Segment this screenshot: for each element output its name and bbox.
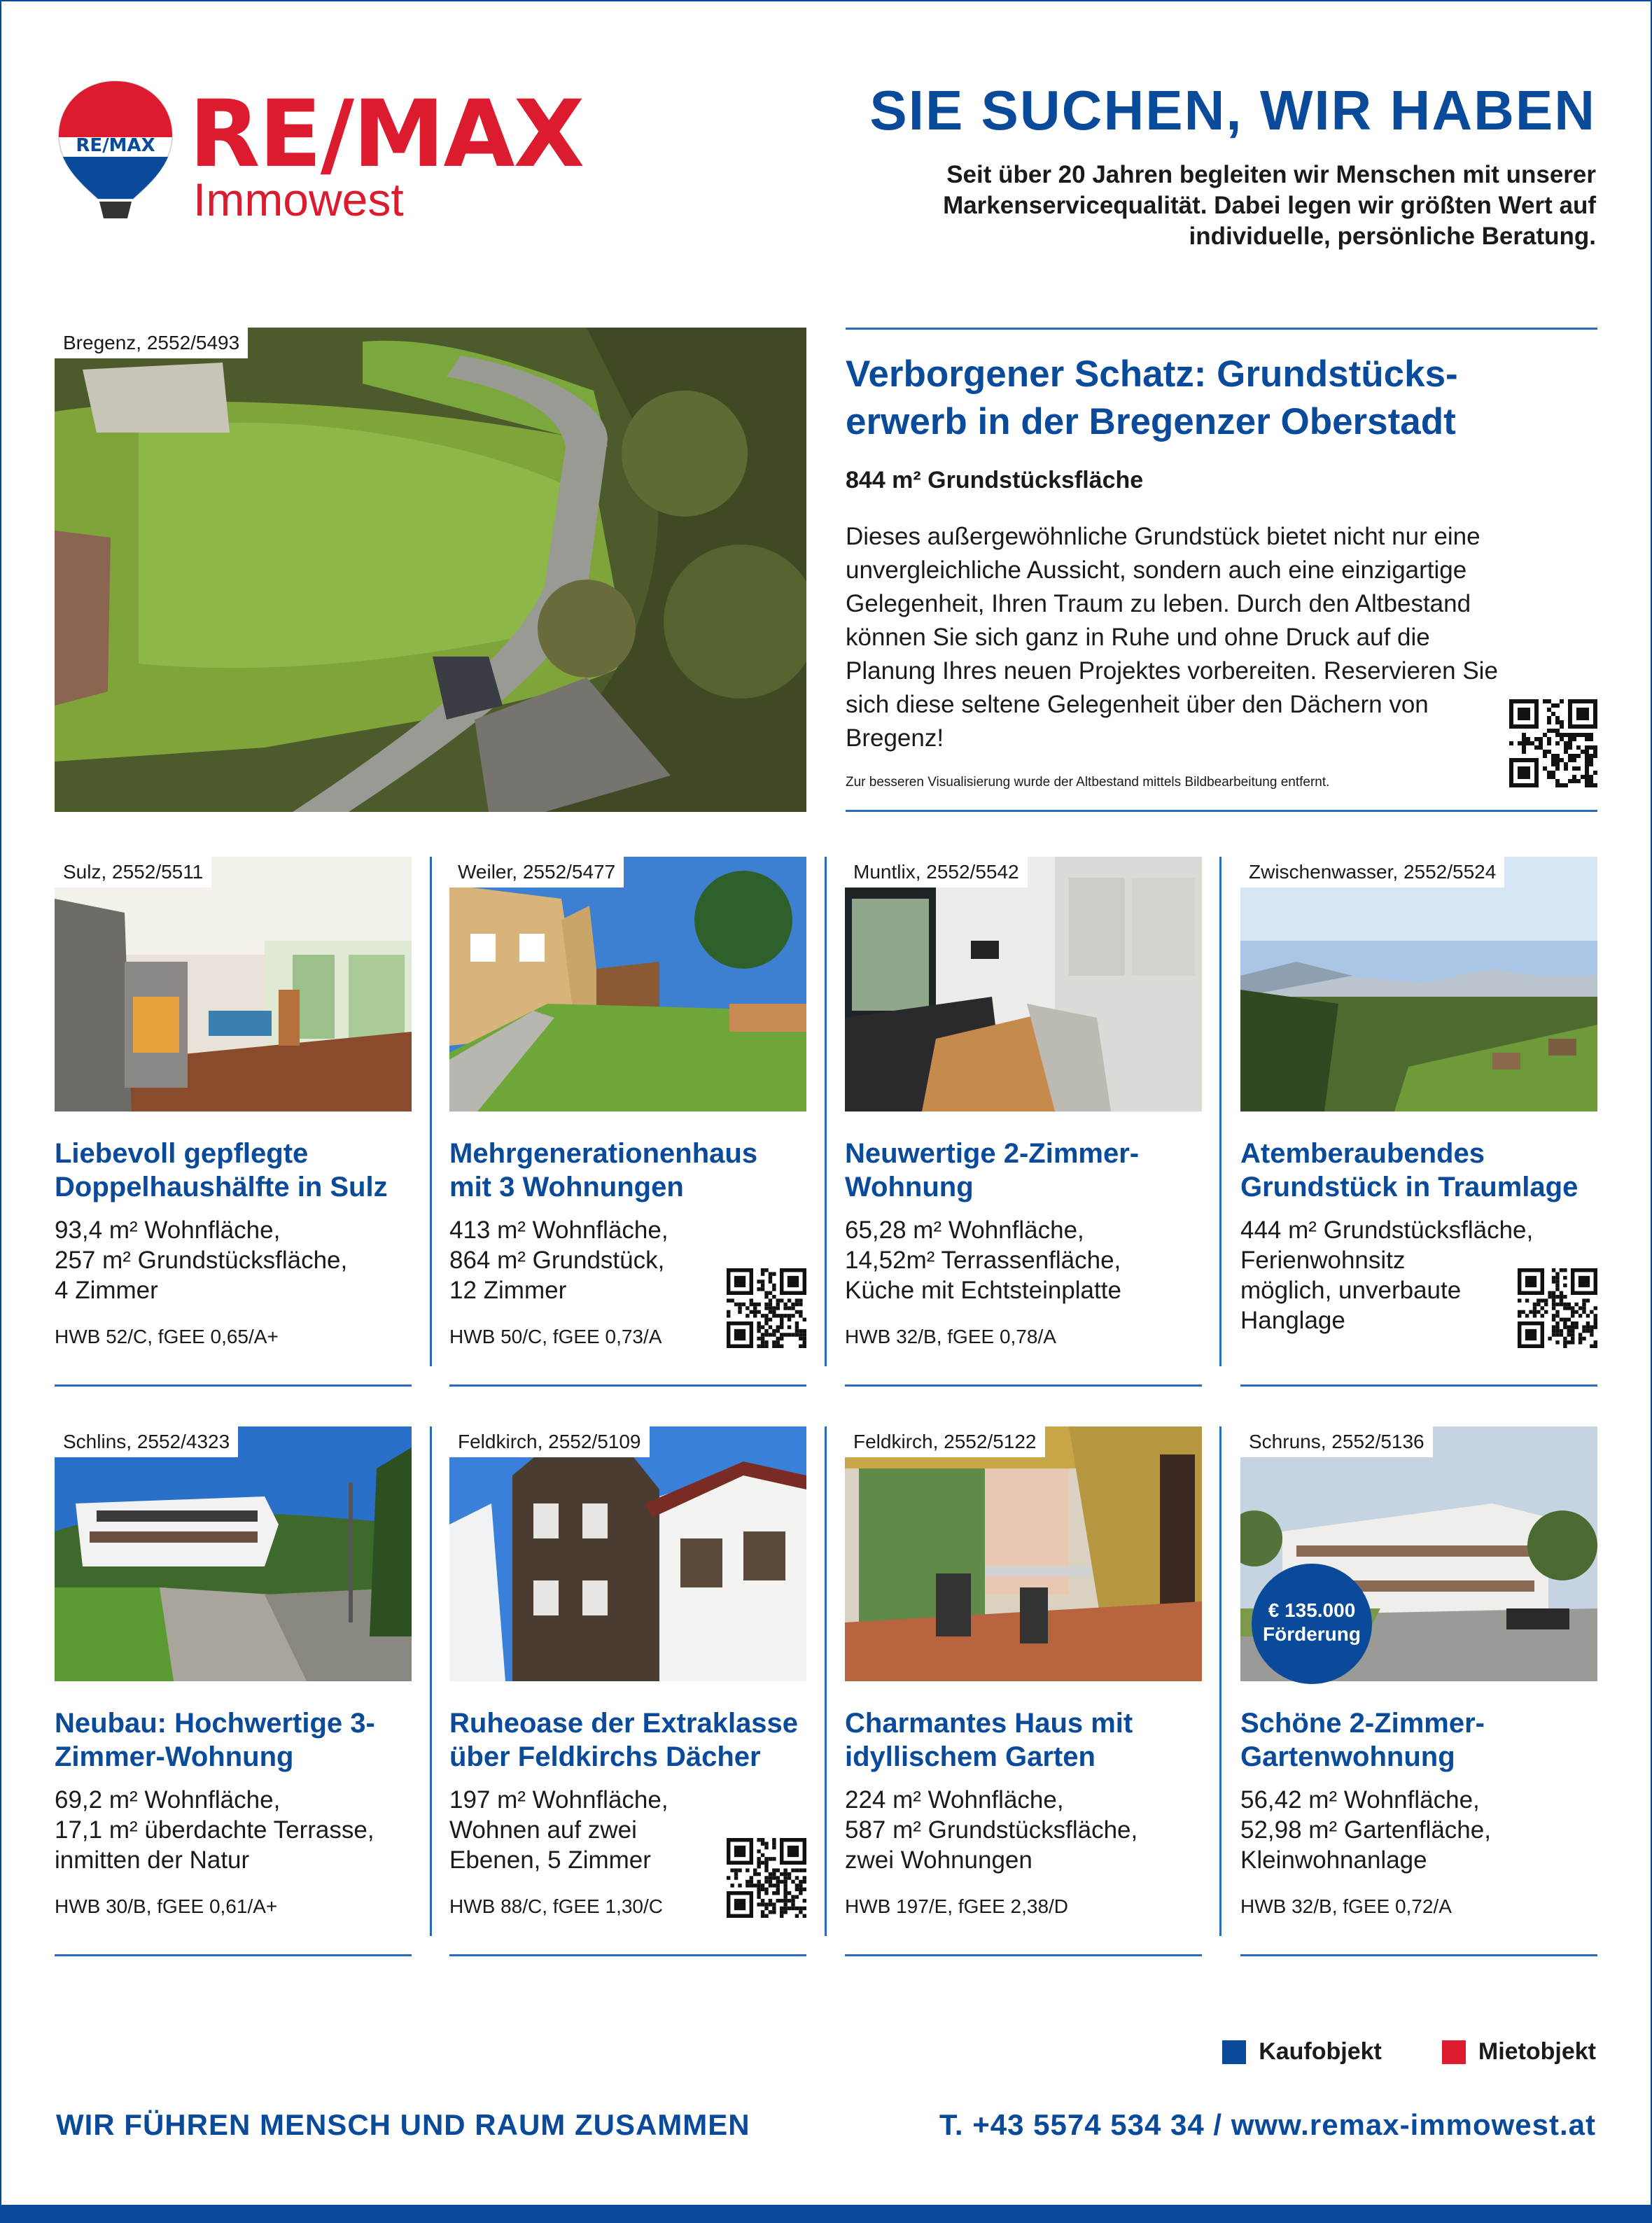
rent-swatch: [1442, 2040, 1466, 2064]
separator: [55, 1954, 412, 1956]
listing-facts: 93,4 m² Wohnfläche, 257 m² Grundstücksfläche, 4 Zimmer: [55, 1216, 348, 1304]
qr-code-icon[interactable]: [1509, 699, 1597, 787]
legend-rent-label: Mietobjekt: [1478, 2038, 1596, 2065]
location-tag: Weiler, 2552/5477: [449, 857, 624, 888]
listing-title: Atemberaubendes Grundstück in Traumlage: [1240, 1138, 1578, 1202]
separator: [449, 1954, 806, 1956]
listing-card[interactable]: [449, 857, 806, 1396]
listing-card[interactable]: [845, 1426, 1202, 1965]
slogan: WIR FÜHREN MENSCH UND RAUM ZUSAMMEN: [56, 2108, 750, 2141]
location-tag: Muntlix, 2552/5542: [845, 857, 1028, 888]
featured-listing[interactable]: [846, 328, 1597, 812]
energy-rating: HWB 32/B, fGEE 0,72/A: [1240, 1895, 1452, 1917]
intro-text: Seit über 20 Jahren begleiten wir Menschen mit unserer Markenservicequalität. Dabei legen wir größten Wert auf individuelle, persönliche Beratung.: [943, 161, 1596, 250]
contact-info[interactable]: T. +43 5574 534 34 / www.remax-immowest.at: [939, 2108, 1596, 2141]
listing-title: Ruheoase der Extraklasse über Feldkirchs Dächer: [449, 1708, 799, 1772]
listing-photo: [1240, 857, 1597, 1112]
energy-rating: HWB 88/C, fGEE 1,30/C: [449, 1895, 663, 1917]
location-tag: Schlins, 2552/4323: [55, 1426, 238, 1457]
column-divider: [430, 857, 432, 1366]
featured-note: Zur besseren Visualisierung wurde der Altbestand mittels Bildbearbeitung entfernt.: [846, 775, 1330, 790]
listing-facts: 444 m² Grundstücksfläche, Ferienwohnsitz möglich, unverbaute Hanglage: [1240, 1216, 1534, 1334]
location-tag: Schruns, 2552/5136: [1240, 1426, 1433, 1457]
listing-title: Neuwertige 2-Zimmer-Wohnung: [845, 1138, 1140, 1202]
listing-facts: 197 m² Wohnfläche, Wohnen auf zwei Ebenen, 5 Zimmer: [449, 1786, 668, 1874]
separator: [845, 1954, 1202, 1956]
listing-card[interactable]: [1240, 857, 1597, 1396]
location-tag: Feldkirch, 2552/5109: [449, 1426, 650, 1457]
separator: [449, 1384, 806, 1387]
qr-code-icon[interactable]: [727, 1838, 806, 1918]
listing-facts: 413 m² Wohnfläche, 864 m² Grundstück, 12 Zimmer: [449, 1216, 668, 1304]
listing-card[interactable]: [55, 857, 412, 1396]
energy-rating: HWB 32/B, fGEE 0,78/A: [845, 1326, 1056, 1347]
listing-card[interactable]: [1240, 1426, 1597, 1965]
listing-photo: [845, 857, 1202, 1112]
listing-photo: [845, 1426, 1202, 1681]
separator: [1240, 1954, 1597, 1956]
listing-photo: [449, 857, 806, 1112]
energy-rating: HWB 197/E, fGEE 2,38/D: [845, 1895, 1069, 1917]
energy-rating: HWB 50/C, fGEE 0,73/A: [449, 1326, 662, 1347]
listing-photo: [55, 857, 412, 1112]
separator: [1240, 1384, 1597, 1387]
column-divider: [1219, 857, 1222, 1366]
headline: SIE SUCHEN, WIR HABEN: [869, 79, 1596, 141]
featured-title: Verborgener Schatz: Grundstücks-erwerb in der Bregenzer Oberstadt: [846, 353, 1458, 442]
legend: [1222, 2038, 1596, 2066]
column-divider: [430, 1426, 432, 1936]
listing-title: Charmantes Haus mit idyllischem Garten: [845, 1708, 1133, 1772]
featured-photo[interactable]: [55, 328, 806, 812]
balloon-icon: [56, 78, 175, 232]
column-divider: [825, 857, 827, 1366]
listing-facts: 56,42 m² Wohnfläche, 52,98 m² Gartenfläche, Kleinwohnanlage: [1240, 1786, 1491, 1874]
featured-area: 844 m² Grundstücksfläche: [846, 467, 1144, 493]
funding-badge: € 135.000 Förderung: [1252, 1564, 1372, 1684]
separator: [845, 1384, 1202, 1387]
listing-facts: 224 m² Wohnfläche, 587 m² Grundstücksfläche, zwei Wohnungen: [845, 1786, 1138, 1874]
buy-swatch: [1222, 2040, 1246, 2064]
listing-photo: [449, 1426, 806, 1681]
column-divider: [1219, 1426, 1222, 1936]
column-divider: [825, 1426, 827, 1936]
listing-facts: 65,28 m² Wohnfläche, 14,52m² Terrassenfläche, Küche mit Echtsteinplatte: [845, 1216, 1121, 1304]
location-tag: Zwischenwasser, 2552/5524: [1240, 857, 1504, 888]
remax-logo[interactable]: [56, 78, 588, 239]
location-tag: Sulz, 2552/5511: [55, 857, 211, 888]
energy-rating: HWB 30/B, fGEE 0,61/A+: [55, 1895, 278, 1917]
brand-name: RE/MAX: [189, 80, 584, 188]
aerial-plot-image: [55, 328, 806, 812]
listing-title: Liebevoll gepflegte Doppelhaushälfte in Sulz: [55, 1138, 388, 1202]
location-tag: Bregenz, 2552/5493: [55, 328, 248, 358]
balloon-text: RE/MAX: [76, 135, 155, 156]
listing-card[interactable]: [449, 1426, 806, 1965]
listing-title: Mehrgenerationenhaus mit 3 Wohnungen: [449, 1138, 758, 1202]
listing-title: Schöne 2-Zimmer-Gartenwohnung: [1240, 1708, 1485, 1772]
qr-code-icon[interactable]: [1518, 1268, 1597, 1348]
location-tag: Feldkirch, 2552/5122: [845, 1426, 1045, 1457]
energy-rating: HWB 52/C, fGEE 0,65/A+: [55, 1326, 279, 1347]
listing-facts: 69,2 m² Wohnfläche, 17,1 m² überdachte Terrasse, inmitten der Natur: [55, 1786, 374, 1874]
qr-code-icon[interactable]: [727, 1268, 806, 1348]
featured-description: Dieses außergewöhnliche Grundstück bietet nicht nur eine unvergleichliche Aussicht, sondern auch eine einzigartige Gelegenheit, Ihren Traum zu leben. Durch den Altbestand können Sie sich ganz in Ruhe und ohne Druck auf die Planung Ihres neuen Projektes vorbereiten. Reservieren Sie sich diese seltene Gelegenheit über den Dächern von Bregenz!: [846, 523, 1498, 752]
legend-buy-label: Kaufobjekt: [1259, 2038, 1382, 2065]
listing-photo: [55, 1426, 412, 1681]
listing-card[interactable]: [845, 857, 1202, 1396]
separator: [55, 1384, 412, 1387]
bottom-bar: [0, 2205, 1652, 2223]
brand-sub: Immowest: [193, 174, 404, 225]
listing-card[interactable]: [55, 1426, 412, 1965]
listing-title: Neubau: Hochwertige 3-Zimmer-Wohnung: [55, 1708, 375, 1772]
